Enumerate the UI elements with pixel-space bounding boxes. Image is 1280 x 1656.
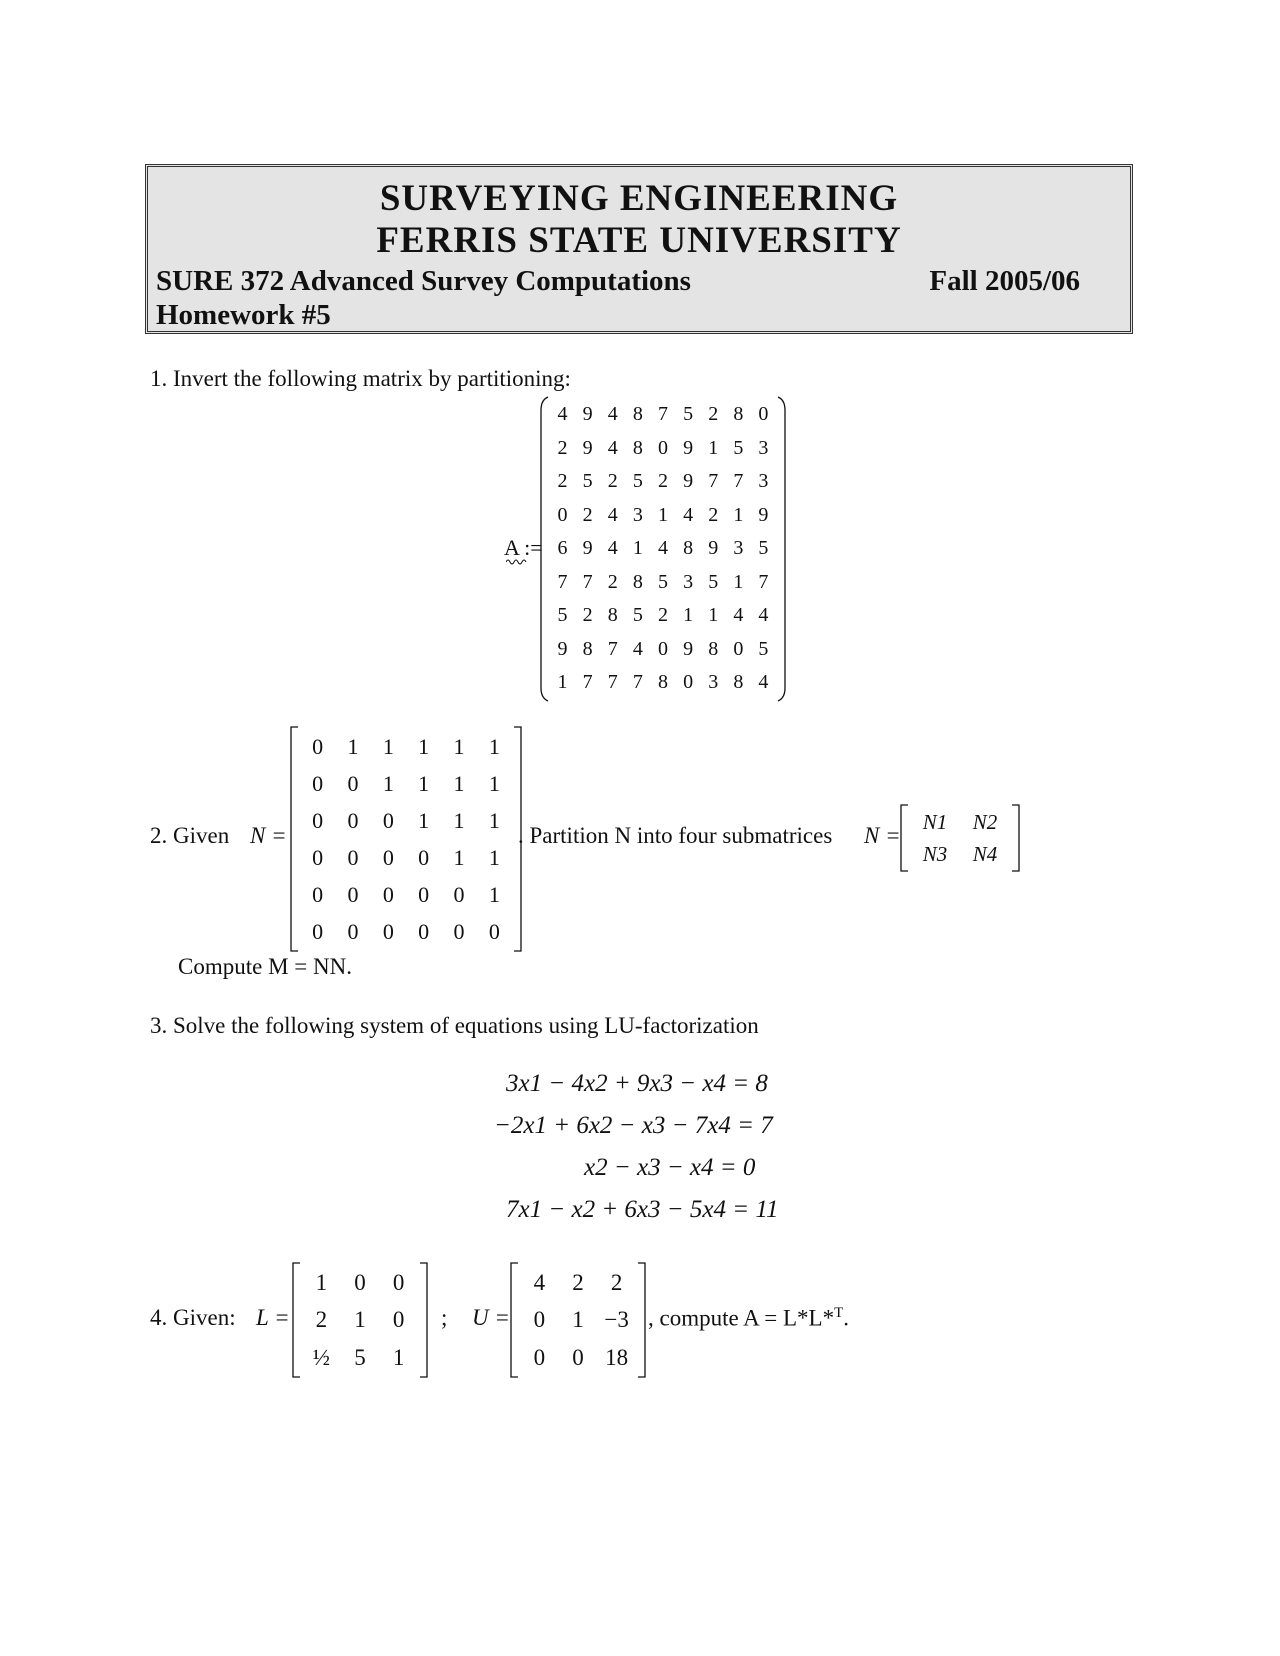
matrix-cell: 1 <box>418 808 430 833</box>
matrix-cell: −3 <box>604 1307 629 1333</box>
matrix-cell: 7 <box>557 570 568 593</box>
matrix-cell: 3 <box>758 470 769 493</box>
q2-partition-lhs: N = <box>864 823 901 848</box>
matrix-cell: 5 <box>708 570 719 593</box>
matrix-cell: 2 <box>610 1270 623 1295</box>
matrix-cell: 9 <box>758 503 769 526</box>
matrix-cell: 0 <box>418 845 430 870</box>
matrix-cell: 5 <box>758 537 769 560</box>
matrix-cell: 0 <box>657 637 668 660</box>
matrix-cell: 7 <box>657 403 668 425</box>
matrix-cell: 7 <box>708 470 719 493</box>
matrix-cell: 5 <box>582 470 593 493</box>
matrix-cell: 0 <box>488 919 500 944</box>
matrix-cell: 0 <box>347 882 359 907</box>
matrix-cell: 2 <box>607 570 618 593</box>
question-4-prefix: 4. Given: <box>150 1305 236 1330</box>
matrix-cell: 8 <box>708 637 719 660</box>
equation-1: 3x1 − 4x2 + 9x3 − x4 = 8 <box>506 1070 768 1097</box>
left-bracket <box>290 1262 302 1378</box>
matrix-cell: 2 <box>657 604 668 627</box>
term-label: Fall 2005/06 <box>929 265 1080 297</box>
matrix-cell: 0 <box>347 845 359 870</box>
matrix-cell: 2 <box>708 503 719 526</box>
matrix-cell: 2 <box>582 503 593 526</box>
matrix-cell: 8 <box>632 436 643 459</box>
q2-compute-text: Compute M = NN. <box>178 954 352 979</box>
matrix-cell: 5 <box>758 637 769 660</box>
matrix-cell: 5 <box>632 604 643 627</box>
matrix-cell: 0 <box>354 1270 366 1295</box>
U-matrix <box>520 1264 636 1376</box>
matrix-cell: 3 <box>683 570 694 593</box>
matrix-cell: 2 <box>557 470 568 493</box>
left-bracket <box>288 726 300 952</box>
matrix-cell: 2 <box>557 436 568 459</box>
matrix-cell: 4 <box>607 537 618 560</box>
matrix-cell: 8 <box>683 537 694 560</box>
matrix-cell: 8 <box>607 604 618 627</box>
equation-4: 7x1 − x2 + 6x3 − 5x4 = 11 <box>506 1196 779 1223</box>
matrix-cell: 2 <box>607 470 618 493</box>
matrix-cell: 9 <box>708 537 719 560</box>
matrix-cell: 0 <box>557 503 568 526</box>
matrix-cell: 4 <box>758 671 769 694</box>
university-title: FERRIS STATE UNIVERSITY <box>376 220 902 261</box>
matrix-cell: 0 <box>347 808 359 833</box>
equation-2: −2x1 + 6x2 − x3 − 7x4 = 7 <box>494 1112 773 1139</box>
matrix-cell: 0 <box>453 919 465 944</box>
question-3-text: 3. Solve the following system of equations using LU-factorization <box>150 1013 759 1038</box>
left-bracket <box>508 1262 520 1378</box>
matrix-cell: 8 <box>657 671 668 694</box>
homework-label: Homework #5 <box>156 299 331 331</box>
matrix-cell: 1 <box>733 570 744 593</box>
matrix-cell: 1 <box>572 1307 584 1333</box>
q4-compute-text: , compute A = L*L*$^T$. <box>648 1305 850 1331</box>
matrix-cell: 9 <box>683 436 694 459</box>
matrix-cell: 1 <box>392 1344 405 1370</box>
matrix-cell: 3 <box>708 671 719 694</box>
matrix-cell: 1 <box>418 734 430 759</box>
matrix-cell: 9 <box>557 637 568 660</box>
matrix-cell: 2 <box>657 470 668 493</box>
matrix-cell: 1 <box>382 734 394 759</box>
matrix-cell: 2 <box>572 1270 584 1295</box>
matrix-cell: 3 <box>733 537 744 560</box>
matrix-cell: 4 <box>733 604 744 627</box>
matrix-cell: 1 <box>488 734 500 759</box>
matrix-cell: 2 <box>315 1307 328 1333</box>
matrix-cell: 0 <box>392 1307 405 1333</box>
L-matrix <box>302 1264 418 1376</box>
matrix-cell: 1 <box>453 734 465 759</box>
left-bracket <box>898 804 910 872</box>
matrix-cell: 8 <box>632 570 643 593</box>
matrix-cell: N3 <box>922 842 948 866</box>
matrix-cell: 7 <box>733 470 744 493</box>
q4-L-label: L = <box>256 1305 290 1330</box>
matrix-cell: 9 <box>582 403 593 425</box>
matrix-cell: 0 <box>312 919 324 944</box>
matrix-cell: 1 <box>488 771 500 796</box>
matrix-cell: 1 <box>708 604 719 627</box>
matrix-cell: 5 <box>683 403 694 425</box>
matrix-cell: 4 <box>683 503 694 526</box>
matrix-cell: 4 <box>632 637 643 660</box>
matrix-cell: 0 <box>418 919 430 944</box>
matrix-cell: 5 <box>354 1344 366 1370</box>
q2-partition-text: . Partition N into four submatrices <box>518 823 833 848</box>
matrix-cell: 7 <box>632 671 643 694</box>
matrix-cell: 4 <box>607 503 618 526</box>
matrix-cell: ½ <box>312 1344 330 1370</box>
matrix-cell: 9 <box>582 537 593 560</box>
matrix-cell: N4 <box>972 842 998 866</box>
matrix-cell: 8 <box>582 637 593 660</box>
partition-blocks-matrix <box>910 806 1010 870</box>
matrix-cell: 0 <box>453 882 465 907</box>
matrix-cell: 0 <box>347 771 359 796</box>
matrix-cell: 6 <box>557 537 568 560</box>
matrix-cell: 18 <box>605 1344 629 1370</box>
matrix-cell: 0 <box>392 1270 405 1295</box>
matrix-cell: 0 <box>347 919 359 944</box>
matrix-cell: 1 <box>453 808 465 833</box>
matrix-cell: 0 <box>382 845 394 870</box>
matrix-cell: 1 <box>453 771 465 796</box>
matrix-cell: 1 <box>557 671 568 694</box>
q1-matrix <box>550 398 776 700</box>
left-bracket <box>538 396 550 702</box>
matrix-cell: 7 <box>582 570 593 593</box>
department-title: SURVEYING ENGINEERING <box>379 178 899 219</box>
matrix-cell: 0 <box>533 1307 546 1333</box>
matrix-cell: 1 <box>382 771 394 796</box>
matrix-cell: 0 <box>758 403 769 425</box>
matrix-cell: 9 <box>582 436 593 459</box>
matrix-cell: 4 <box>758 604 769 627</box>
matrix-cell: 0 <box>312 882 324 907</box>
matrix-cell: 7 <box>582 671 593 694</box>
matrix-cell: 8 <box>632 403 643 425</box>
matrix-cell: 1 <box>418 771 430 796</box>
matrix-cell: 5 <box>632 470 643 493</box>
matrix-cell: 1 <box>683 604 694 627</box>
q4-U-label: U = <box>472 1305 510 1330</box>
matrix-cell: 4 <box>607 436 618 459</box>
matrix-cell: 4 <box>657 537 668 560</box>
matrix-cell: 0 <box>312 808 324 833</box>
matrix-cell: 1 <box>315 1270 328 1295</box>
matrix-cell: 8 <box>733 403 744 425</box>
q1-matrix-label: A := <box>504 535 543 560</box>
matrix-cell: 0 <box>657 436 668 459</box>
matrix-cell: 1 <box>657 503 668 526</box>
matrix-cell: 0 <box>382 919 394 944</box>
matrix-cell: 0 <box>572 1344 584 1370</box>
matrix-cell: 0 <box>312 734 324 759</box>
matrix-cell: 1 <box>354 1307 366 1333</box>
matrix-cell: 0 <box>312 845 324 870</box>
matrix-cell: 5 <box>657 570 668 593</box>
header-box <box>145 164 1133 334</box>
matrix-cell: 5 <box>733 436 744 459</box>
matrix-cell: 2 <box>582 604 593 627</box>
right-bracket <box>418 1262 430 1378</box>
matrix-cell: 9 <box>683 637 694 660</box>
matrix-cell: 5 <box>557 604 568 627</box>
matrix-cell: 0 <box>312 771 324 796</box>
matrix-cell: 9 <box>683 470 694 493</box>
right-bracket <box>1010 804 1022 872</box>
matrix-cell: 4 <box>557 403 568 425</box>
matrix-cell: 4 <box>607 403 618 425</box>
right-bracket <box>776 396 788 702</box>
question-2-prefix: 2. Given <box>150 823 230 848</box>
q2-matrix-label: N = <box>250 823 287 848</box>
equation-3: x2 − x3 − x4 = 0 <box>584 1154 756 1181</box>
matrix-cell: 1 <box>347 734 359 759</box>
matrix-cell: 0 <box>382 882 394 907</box>
matrix-cell: N1 <box>922 810 948 834</box>
question-1-text: 1. Invert the following matrix by partitioning: <box>150 366 571 391</box>
matrix-cell: 1 <box>733 503 744 526</box>
matrix-cell: 7 <box>607 637 618 660</box>
matrix-cell: 0 <box>533 1344 546 1370</box>
q4-separator: ; <box>441 1305 448 1330</box>
right-bracket <box>636 1262 648 1378</box>
matrix-cell: 3 <box>758 436 769 459</box>
matrix-cell: 1 <box>632 537 643 560</box>
matrix-cell: 1 <box>488 845 500 870</box>
matrix-cell: 0 <box>733 637 744 660</box>
matrix-cell: N2 <box>972 810 998 834</box>
wavy-underline <box>506 558 530 566</box>
matrix-cell: 0 <box>418 882 430 907</box>
matrix-cell: 4 <box>533 1270 546 1295</box>
matrix-cell: 8 <box>733 671 744 694</box>
transpose-superscript: T <box>834 1305 844 1321</box>
q2-matrix <box>300 728 512 950</box>
matrix-cell: 2 <box>708 403 719 425</box>
matrix-cell: 1 <box>708 436 719 459</box>
matrix-cell: 1 <box>453 845 465 870</box>
matrix-cell: 7 <box>758 570 769 593</box>
matrix-cell: 0 <box>683 671 694 694</box>
matrix-cell: 0 <box>382 808 394 833</box>
matrix-cell: 1 <box>488 882 500 907</box>
matrix-cell: 3 <box>632 503 643 526</box>
matrix-cell: 7 <box>607 671 618 694</box>
matrix-cell: 1 <box>488 808 500 833</box>
course-title: SURE 372 Advanced Survey Computations <box>156 265 691 297</box>
